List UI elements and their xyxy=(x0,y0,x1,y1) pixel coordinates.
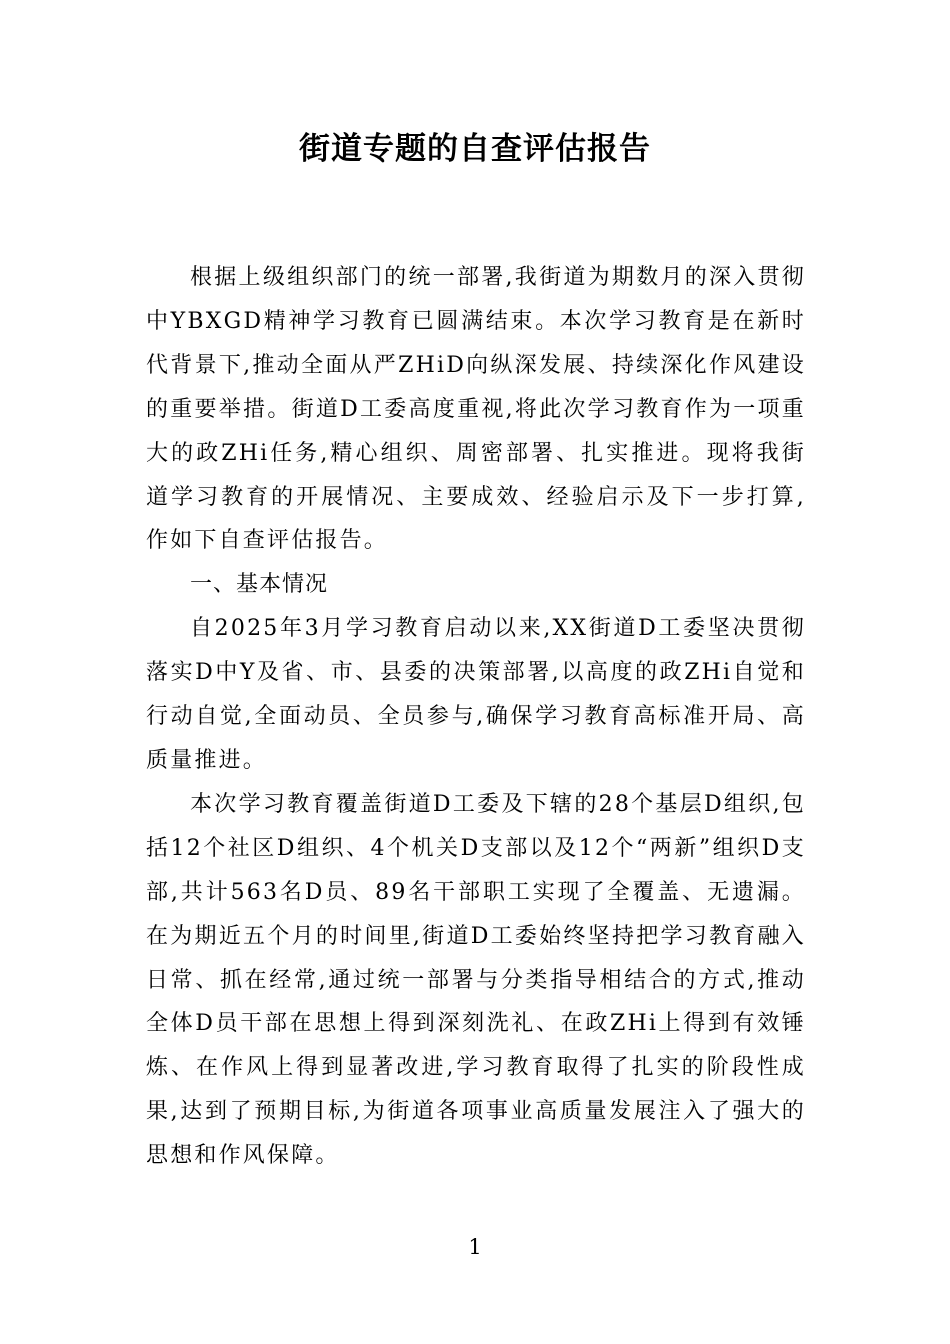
document-body xyxy=(146,256,806,1178)
section-paragraph-2: 本次学习教育覆盖街道D工委及下辖的28个基层D组织,包括12个社区D组织、4个机关D支部以及12个“两新”组织D支部,共计563名D员、89名干部职工实现了全覆盖、无遗漏。在为期近五个月的时间里,街道D工委始终坚持把学习教育融入日常、抓在经常,通过统一部署与分类指导相结合的方式,推动全体D员干部在思想上得到深刻洗礼、在政ZHi上得到有效锤炼、在作风上得到显著改进,学习教育取得了扎实的阶段性成果,达到了预期目标,为街道各项事业高质量发展注入了强大的思想和作风保障。 xyxy=(146,791,806,1169)
section-paragraph-1: 自2025年3月学习教育启动以来,XX街道D工委坚决贯彻落实D中Y及省、市、县委的决策部署,以高度的政ZHi自觉和行动自觉,全面动员、全员参与,确保学习教育高标准开局、高质量推进。 xyxy=(146,616,806,773)
intro-paragraph: 根据上级组织部门的统一部署,我街道为期数月的深入贯彻中YBXGD精神学习教育已圆满结束。本次学习教育是在新时代背景下,推动全面从严ZHiD向纵深发展、持续深化作风建设的重要举措。街道D工委高度重视,将此次学习教育作为一项重大的政ZHi任务,精心组织、周密部署、扎实推进。现将我街道学习教育的开展情况、主要成效、经验启示及下一步打算,作如下自查评估报告。 xyxy=(146,265,806,554)
page-number: 1 xyxy=(468,1235,482,1259)
section-heading: 一、基本情况 xyxy=(190,572,329,598)
document-title: 街道专题的自查评估报告 xyxy=(299,131,651,167)
